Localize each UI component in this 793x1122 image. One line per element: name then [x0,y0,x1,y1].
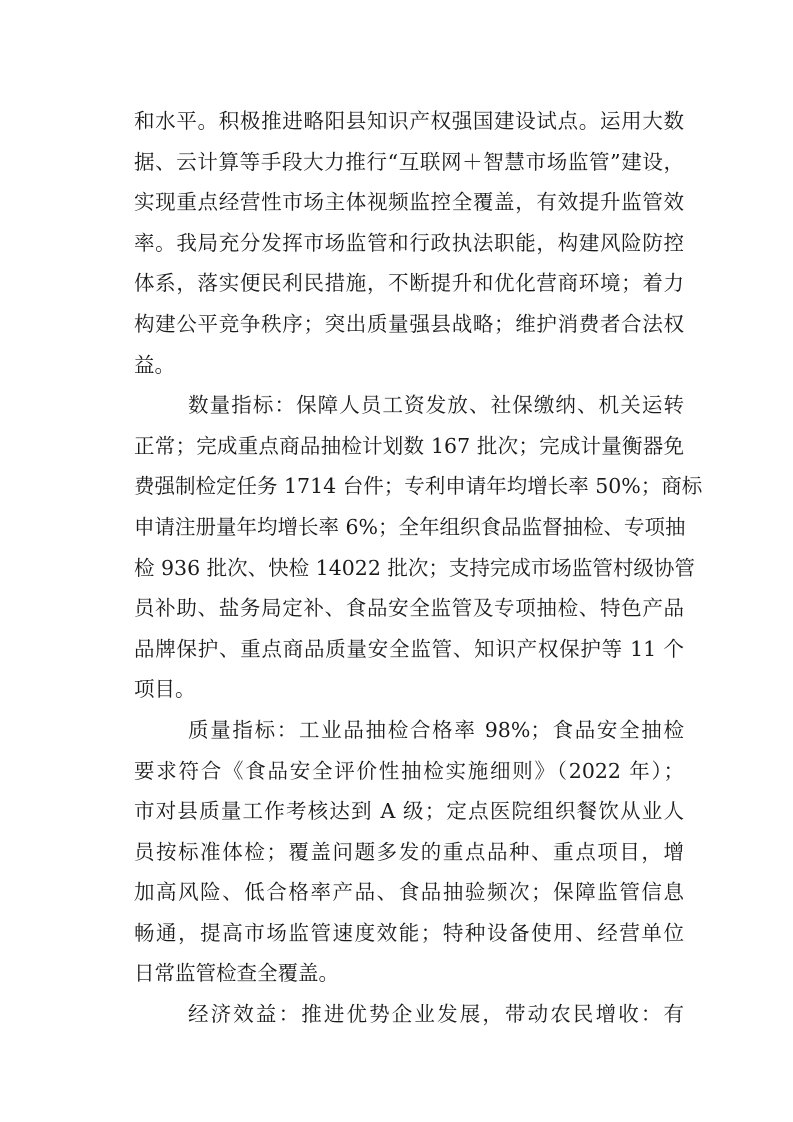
text-line: 畅通，提高市场监管速度效能；特种设备使用、经营单位 [134,920,684,945]
paragraph-quantity-indicators [134,385,703,710]
paragraph-economic-benefits [134,994,684,1035]
text-line: 加高风险、低合格率产品、食品抽验频次；保障监管信息 [134,880,684,905]
text-line: 益。 [134,352,175,377]
text-line: 品牌保护、重点商品质量安全监管、知识产权保护等 11 个 [134,636,684,661]
text-line: 率。我局充分发挥市场监管和行政执法职能，构建风险防控 [134,230,684,255]
text-line: 和水平。积极推进略阳县知识产权强国建设试点。运用大数 [134,109,684,133]
text-line: 市对县质量工作考核达到 A 级；定点医院组织餐饮从业人 [134,799,684,824]
text-line: 员补助、盐务局定补、食品安全监管及专项抽检、特色产品 [134,596,684,621]
text-line: 项目。 [134,677,196,702]
text-line: 检 936 批次、快检 14022 批次；支持完成市场监管村级协管 [134,555,695,580]
text-line: 正常；完成重点商品抽检计划数 167 批次；完成计量衡器免 [134,433,684,458]
text-line: 要求符合《食品安全评价性抽检实施细则》（2022 年）； [134,758,684,783]
body-text [134,101,703,1035]
text-line: 费强制检定任务 1714 台件；专利申请年均增长率 50%；商标 [134,474,703,499]
text-line: 日常监管检查全覆盖。 [134,961,339,986]
text-line: 实现重点经营性市场主体视频监控全覆盖，有效提升监管效 [134,190,684,215]
paragraph-quality-indicators [134,710,684,994]
text-line: 员按标准体检；覆盖问题多发的重点品种、重点项目，增 [134,839,684,864]
text-line: 数量指标：保障人员工资发放、社保缴纳、机关运转 [188,393,684,418]
text-line: 申请注册量年均增长率 6%；全年组织食品监督抽检、专项抽 [134,514,686,539]
text-line: 体系，落实便民利民措施，不断提升和优化营商环境；着力 [134,271,684,296]
paragraph-intro [134,101,684,385]
text-line: 经济效益：推进优势企业发展，带动农民增收：有 [188,1002,684,1027]
text-line: 构建公平竞争秩序；突出质量强县战略；维护消费者合法权 [134,311,684,336]
text-line: 质量指标：工业品抽检合格率 98%；食品安全抽检 [188,717,684,742]
text-line: 据、云计算等手段大力推行“互联网＋智慧市场监管”建设， [134,149,684,174]
